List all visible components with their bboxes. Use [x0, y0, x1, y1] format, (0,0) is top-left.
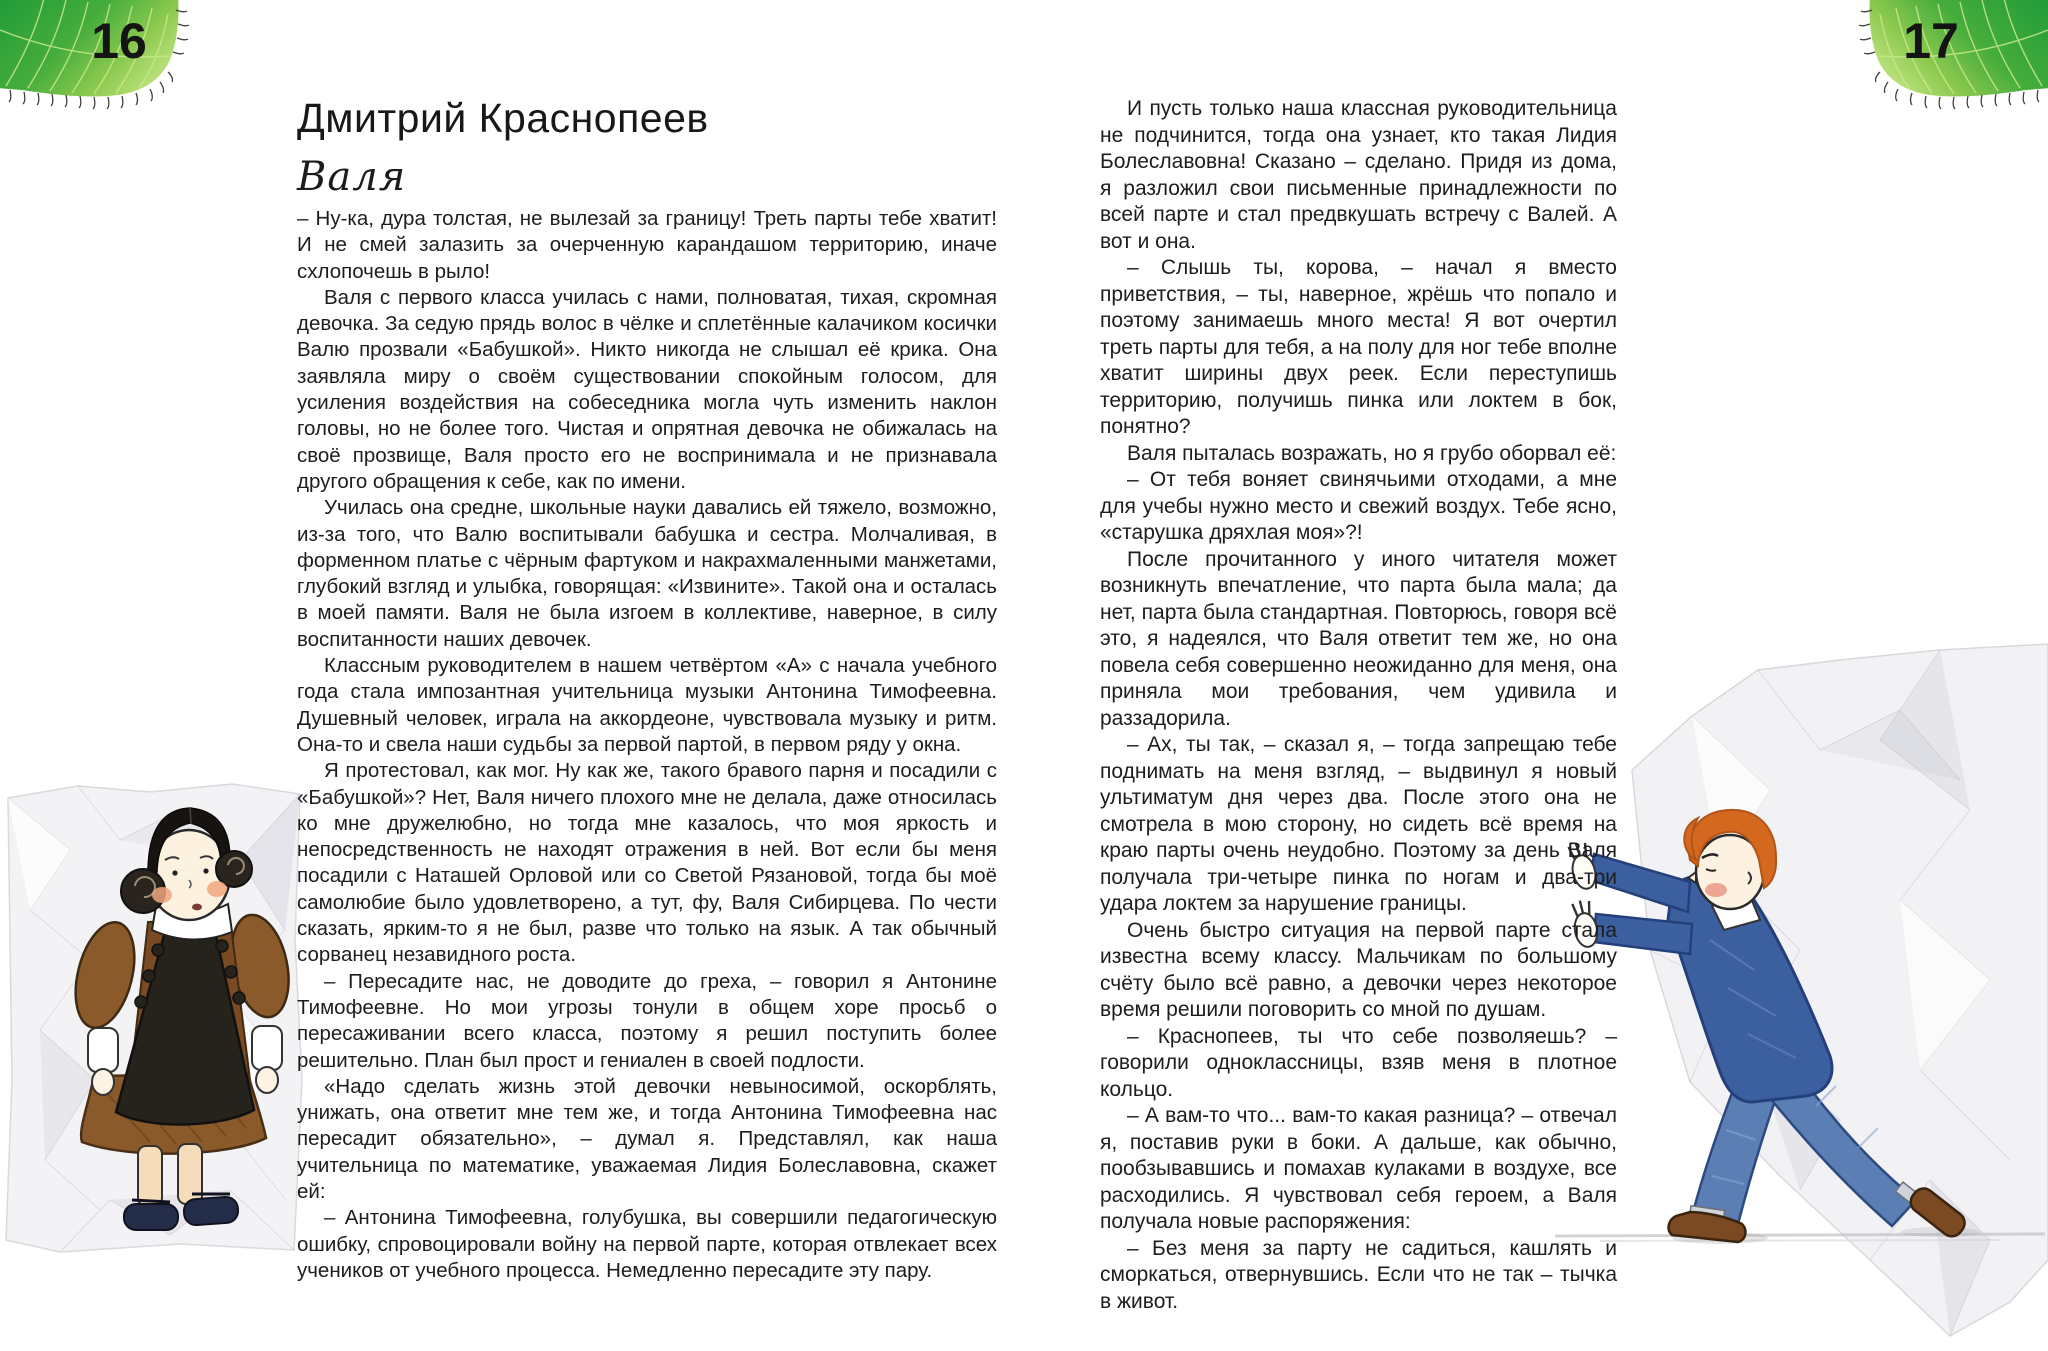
- paragraph: Училась она средне, школьные науки давались ей тяжело, возможно, из-за того, что Валю воспитывали бабушка и сестра. Молчаливая, в форменном платье с чёрным фартуком и накрахмаленными манжетами, глубокий взгляд и улыбка, говорящая: «Извините». Такой она и осталась в моей памяти. Валя не была изгоем в коллективе, наверное, в силу воспитанности наших девочек.: [297, 496, 997, 651]
- paragraph: И пусть только наша классная руководительница не подчинится, тогда она узнает, кто такая Лидия Болеславовна! Сказано – сделано. Придя из дома, я разложил свои письменные принадлежности по всей парте и стал предвкушать встречу с Валей. А вот и она.: [1100, 97, 1617, 253]
- paragraph: Валя пыталась возражать, но я грубо оборвал её:: [1127, 441, 1617, 465]
- right-page: [1100, 96, 1617, 1315]
- paragraph: – Ну-ка, дура толстая, не вылезай за границу! Треть парты тебе хватит! И не смей залазить за очерченную карандашом территорию, иначе схлопочешь в рыло!: [297, 207, 997, 283]
- paragraph: Валя с первого класса училась с нами, полноватая, тихая, скромная девочка. За седую прядь волос в чёлке и сплетённые калачиком косички Валю прозвали «Бабушкой». Никто никогда не слышал её крика. Она заявляла миру о своём существовании спокойным голосом, для усиления воздействия на собеседника могла чуть изменить наклон головы, но не более того. Чистая и опрятная девочка не обижалась на своё прозвище, Валя просто его не воспринимала и не признавала другого обращения к себе, как по имени.: [297, 285, 997, 493]
- girl-illustration: [0, 780, 310, 1270]
- left-page: [297, 96, 997, 1284]
- paragraph: – А вам-то что... вам-то какая разница? – отвечал я, поставив руки в боки. А дальше, как обычно, пообзывавшись и помахав кулаками в воздухе, все расходились. Я чувствовал себя героем, а Валя получала новые распоряжения:: [1100, 1104, 1617, 1233]
- paragraph: – Антонина Тимофеевна, голубушка, вы совершили педагогическую ошибку, спровоцировали войну на первой парте, которая отвлекает всех учеников от учебного процесса. Немедленно пересадите эту пару.: [297, 1206, 997, 1282]
- paragraph: – От тебя воняет свинячьими отходами, а мне для учебы нужно место и свежий воздух. Тебе ясно, «старушка дряхлая моя»?!: [1100, 468, 1617, 544]
- paragraph: Классным руководителем в нашем четвёртом «А» с начала учебного года стала импозантная учительница музыки Антонина Тимофеевна. Душевный человек, играла на аккордеоне, чувствовала музыку и ритм. Она-то и свела наши судьбы за первой партой, в первом ряду у окна.: [297, 654, 997, 756]
- story-title: Валя: [297, 154, 407, 200]
- paragraph: Очень быстро ситуация на первой парте стала известна всему классу. Мальчикам по большому счёту было всё равно, а девочки через некоторое время решили поговорить со мной по душам.: [1100, 918, 1617, 1021]
- page-number-left: 16: [91, 13, 147, 69]
- paragraph: – Пересадите нас, не доводите до греха, – говорил я Антонине Тимофеевне. Но мои угрозы тонули в общем хоре просьб о пересаживании всего класса, поэтому я решил поступить более решительно. План был прост и гениален в своей подлости.: [297, 969, 997, 1072]
- paragraph: Я протестовал, как мог. Ну как же, такого бравого парня и посадили с «Бабушкой»? Нет, Валя ничего плохого мне не делала, даже относилась ко мне дружелюбно, но тогда мне казалось, что моя яркость и непосредственность не находят отражения в ней. Вот если бы меня посадили с Наташей Орловой или со Светой Рязановой, тогда бы моё самолюбие было удовлетворено, а тут, фу, Валя Сибирцева. По чести сказать, ярким-то я не был, разве что только на язык. А так обычный сорванец незавидного роста.: [297, 759, 997, 967]
- page-number-right: 17: [1903, 13, 1959, 69]
- author-heading: Дмитрий Краснопеев: [297, 95, 709, 141]
- paragraph: – Ах, ты так, – сказал я, – тогда запрещаю тебе поднимать на меня взгляд, – выдвинул я новый ультиматум дня через два. После этого она не смотрела в мою сторону, но сидеть всё время на краю парты очень неудобно. Поэтому за день Валя получала три-четыре пинка по ногам и два-три удара локтем за нарушение границы.: [1100, 733, 1617, 915]
- paragraph: – Краснопеев, ты что себе позволяешь? – говорили одноклассницы, взяв меня в плотное кольцо.: [1100, 1024, 1617, 1101]
- paragraph: «Надо сделать жизнь этой девочки невыносимой, оскорблять, унижать, она ответит мне тем же, и тогда Антонина Тимофеевна нас пересадит обязательно», – думал я. Представлял, как наша учительница по математике, уважаемая Лидия Болеславовна, скажет ей:: [297, 1074, 997, 1203]
- paragraph: – Слышь ты, корова, – начал я вместо приветствия, – ты, наверное, жрёшь что попало и поэтому занимаешь много места! Я вот очертил треть парты для тебя, а на полу для ног тебе вполне хватит ширины двух реек. Если переступишь территорию, получишь пинка или локтем в бок, понятно?: [1100, 256, 1617, 438]
- paragraph: – Без меня за парту не садиться, кашлять и сморкаться, отвернувшись. Если что не так – тычка в живот.: [1100, 1236, 1617, 1313]
- paragraph: После прочитанного у иного читателя может возникнуть впечатление, что парта была мала; да нет, парта была стандартная. Повторюсь, говоря всё это, я надеялся, что Валя ответит тем же, но она повела себя совершенно неожиданно для меня, она приняла мои требования, чем удивила и раззадорила.: [1100, 547, 1617, 730]
